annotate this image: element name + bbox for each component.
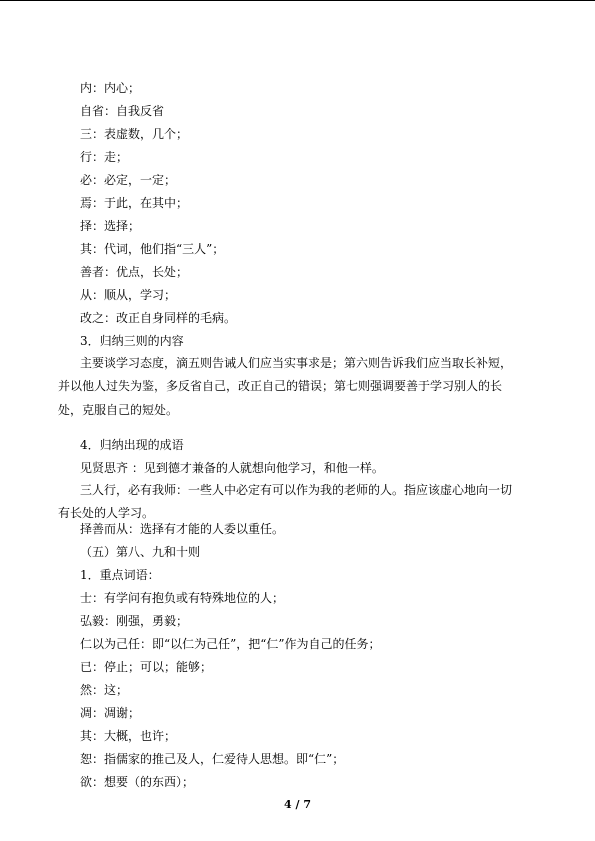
definition-line: 自省：自我反省 xyxy=(80,104,165,118)
definition-line: 三：表虚数，几个； xyxy=(80,127,189,141)
term-entry: 其：大概，也许； xyxy=(80,729,177,743)
definition-line: 必：必定，一定； xyxy=(80,173,177,187)
section-heading: 3．归纳三则的内容 xyxy=(80,334,184,348)
definition-line: 焉：于此，在其中； xyxy=(80,196,189,210)
definition-line: 从：顺从，学习； xyxy=(80,288,177,302)
section-heading: 4．归纳出现的成语 xyxy=(80,438,184,452)
summary-paragraph: 主要谈学习态度，滴五则告诫人们应当实事求是；第六则告诉我们应当取长补短，并以他人过失为鉴，多反省自己，改正自己的错误；第七则强调要善于学习别人的长处，克服自己的短处。 xyxy=(58,356,513,417)
term-entry: 已：停止；可以；能够； xyxy=(80,660,213,674)
definition-line: 改之：改正自身同样的毛病。 xyxy=(80,311,237,325)
section-heading: 1．重点词语： xyxy=(80,568,160,582)
term-entry: 凋：凋谢； xyxy=(80,706,141,720)
page-top-border xyxy=(0,0,595,1)
section-title: （五）第八、九和十则 xyxy=(80,545,201,559)
definition-line: 行：走； xyxy=(80,150,129,164)
definition-line: 善者：优点，长处； xyxy=(80,265,189,279)
idiom-entry: 见贤思齐 ：见到德才兼备的人就想向他学习，和他一样。 xyxy=(80,461,384,475)
page-number: 4 / 7 xyxy=(284,798,311,811)
term-entry: 弘毅：刚强，勇毅； xyxy=(80,614,189,628)
idiom-entry: 择善而从：选择有才能的人委以重任。 xyxy=(80,522,285,536)
definition-line: 择：选择； xyxy=(80,219,141,233)
term-entry: 欲：想要（的东西）； xyxy=(80,775,195,789)
term-entry: 士：有学问有抱负或有特殊地位的人； xyxy=(80,591,285,605)
term-entry: 仁以为己任：即“以仁为己任”，把“仁”作为自己的任务； xyxy=(80,637,381,651)
definition-line: 内：内心； xyxy=(80,81,141,95)
term-entry: 恕：指儒家的推己及人，仁爱待人思想。即“仁”； xyxy=(80,752,345,766)
definition-line: 其：代词，他们指“三人”； xyxy=(80,242,225,256)
term-entry: 然：这； xyxy=(80,683,129,697)
idiom-entry: 三人行，必有我师：一些人中必定有可以作为我的老师的人。指应该虚心地向一切有长处的人学习。 xyxy=(58,483,513,521)
